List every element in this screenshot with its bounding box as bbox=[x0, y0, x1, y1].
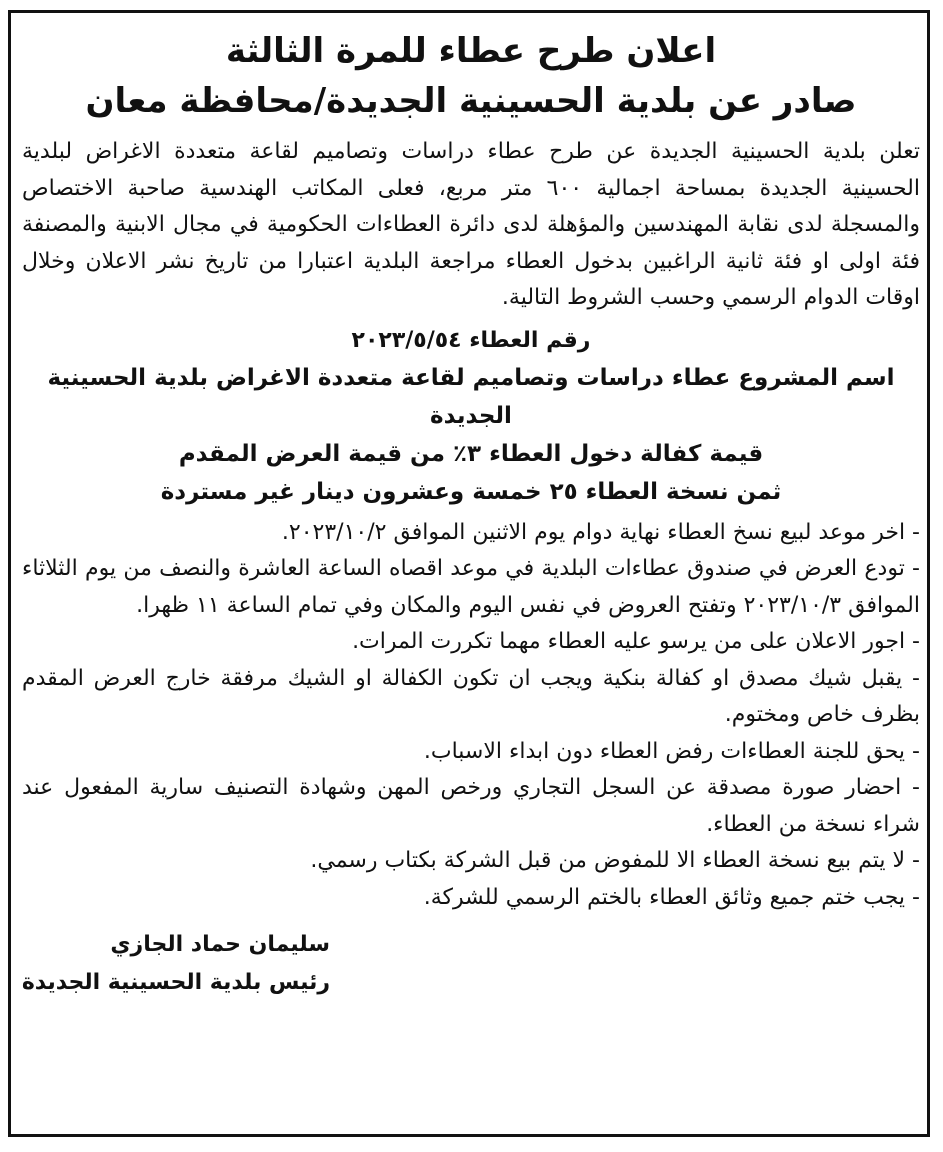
announcement bbox=[22, 22, 920, 1002]
announcement-subtitle: صادر عن بلدية الحسينية الجديدة/محافظة معان bbox=[85, 81, 857, 121]
condition-item: - يحق للجنة العطاءات رفض العطاء دون ابداء الاسباب. bbox=[423, 738, 920, 764]
condition-item: - لا يتم بيع نسخة العطاء الا للمفوض من قبل الشركة بكتاب رسمي. bbox=[310, 848, 920, 873]
guarantee-value: قيمة كفالة دخول العطاء ٣٪ من قيمة العرض المقدم bbox=[178, 440, 764, 467]
condition-item: - يجب ختم جميع وثائق العطاء بالختم الرسمي للشركة. bbox=[423, 884, 920, 910]
conditions-list bbox=[22, 515, 920, 917]
signature-block bbox=[22, 926, 920, 1002]
condition-item: - احضار صورة مصدقة عن السجل التجاري ورخص المهن وشهادة التصنيف سارية المفعول عند شراء نسخة من العطاء. bbox=[22, 775, 920, 837]
tender-number: رقم العطاء ٢٠٢٣/٥/٥٤ bbox=[351, 327, 591, 353]
announcement-title: اعلان طرح عطاء للمرة الثالثة bbox=[225, 31, 717, 71]
condition-item: - اجور الاعلان على من يرسو عليه العطاء مهما تكررت المرات. bbox=[352, 629, 920, 654]
signatory-name: سليمان حماد الجازي bbox=[110, 932, 330, 957]
condition-item: - تودع العرض في صندوق عطاءات البلدية في موعد اقصاه الساعة العاشرة والنصف من يوم الثلاثاء الموافق ٢٠٢٣/١٠/٣ وتفتح العروض في نفس اليوم والمكان وفي تمام الساعة ١١ ظهرا. bbox=[22, 556, 920, 618]
condition-item: - اخر موعد لبيع نسخ العطاء نهاية دوام يوم الاثنين الموافق ٢٠٢٣/١٠/٢. bbox=[281, 519, 920, 545]
intro-paragraph: تعلن بلدية الحسينية الجديدة عن طرح عطاء دراسات وتصاميم لقاعة متعددة الاغراض لبلدية الحسينية الجديدة بمساحة اجمالية ٦٠٠ متر مربع، فعلى المكاتب الهندسية صاحبة الاختصاص والمسجلة لدى نقابة المهندسين والمؤهلة لدى دائرة العطاءات الحكومية في مجال الابنية والمصنفة فئة اولى او فئة ثانية الراغبين بدخول العطاء مراجعة البلدية اعتبارا من تاريخ نشر الاعلان وخلال اوقات الدوام الرسمي وحسب الشروط التالية. bbox=[22, 139, 920, 310]
copy-price: ثمن نسخة العطاء ٢٥ خمسة وعشرون دينار غير مستردة bbox=[160, 478, 782, 505]
condition-item: - يقبل شيك مصدق او كفالة بنكية ويجب ان تكون الكفالة او الشيك مرفقة خارج العرض المقدم بظرف خاص ومختوم. bbox=[22, 665, 920, 727]
signatory-position: رئيس بلدية الحسينية الجديدة bbox=[21, 970, 330, 995]
project-name: اسم المشروع عطاء دراسات وتصاميم لقاعة متعددة الاغراض بلدية الحسينية الجديدة bbox=[47, 364, 895, 429]
